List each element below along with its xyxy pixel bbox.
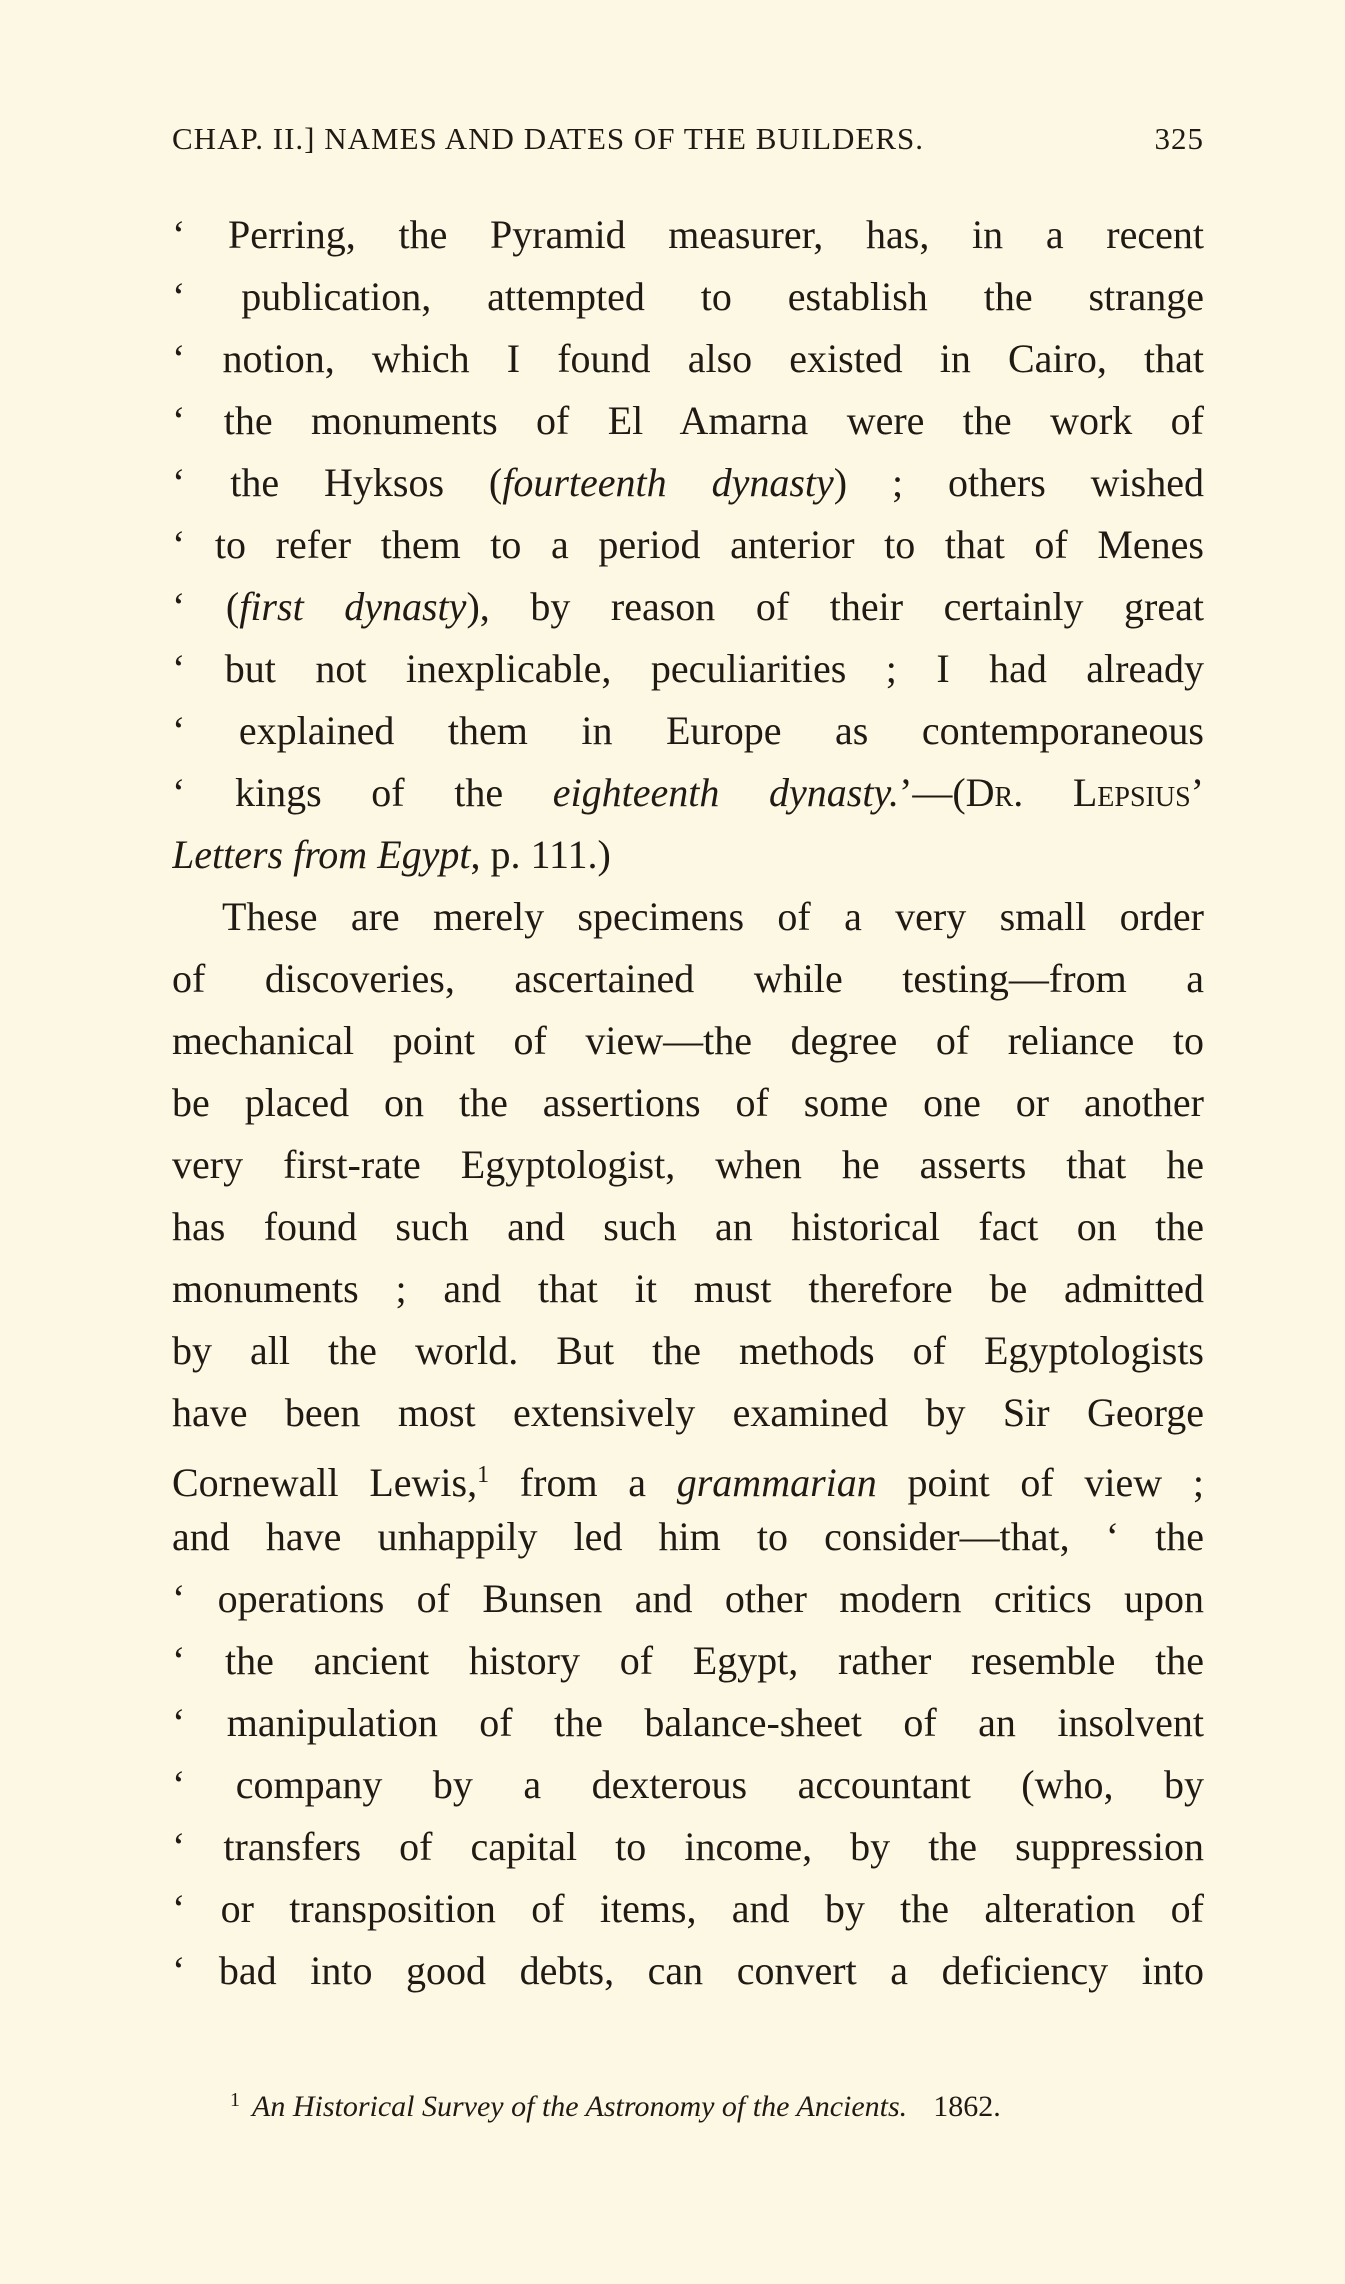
text-line: ‘ to refer them to a period anterior to that of Menes: [172, 522, 1204, 567]
text-line: These are merely specimens of a very small order: [222, 894, 1204, 939]
text-line: have been most extensively examined by Sir George: [172, 1390, 1204, 1435]
text-line: ‘ or transposition of items, and by the alteration of: [172, 1886, 1204, 1931]
footnote-title: An Historical Survey of the Astronomy of the Ancients.: [252, 2090, 908, 2123]
text-line: ‘ the monuments of El Amarna were the work of: [172, 398, 1204, 443]
text-line: ‘ the Hyksos (fourteenth dynasty) ; others wished: [172, 460, 1204, 505]
text-line: and have unhappily led him to consider—that, ‘ the: [172, 1514, 1204, 1559]
text-line: ‘ notion, which I found also existed in Cairo, that: [172, 336, 1204, 381]
author-name: Dr. Lepsius: [965, 770, 1191, 815]
text-line: ‘ kings of the eighteenth dynasty.’—(Dr. Lepsius’: [172, 770, 1204, 815]
text-line: Cornewall Lewis,$^1$ from a grammarian point of view ;: [172, 1460, 1204, 1505]
text-line: ‘ (first dynasty), by reason of their certainly great: [172, 584, 1204, 629]
text-line: ‘ but not inexplicable, peculiarities ; I had already: [172, 646, 1204, 691]
citation-title: Letters from Egypt: [172, 832, 471, 877]
text-line: ‘ operations of Bunsen and other modern critics upon: [172, 1576, 1204, 1621]
footnote-year: 1862.: [933, 2090, 1001, 2123]
text-line: ‘ the ancient history of Egypt, rather resemble the: [172, 1638, 1204, 1683]
running-head: [172, 114, 1204, 164]
text-line: ‘ explained them in Europe as contemporaneous: [172, 708, 1204, 753]
footnote: [230, 2078, 1170, 2122]
text-line: has found such and such an historical fact on the: [172, 1204, 1204, 1249]
body-text: [172, 204, 1204, 2002]
footnote-marker: 1: [230, 2089, 240, 2111]
text-line: Letters from Egypt, p. 111.): [172, 832, 611, 877]
page-number: 325: [1154, 121, 1204, 156]
text-line: monuments ; and that it must therefore be admitted: [172, 1266, 1204, 1311]
text-line: be placed on the assertions of some one or another: [172, 1080, 1204, 1125]
text-line: ‘ company by a dexterous accountant (who, by: [172, 1762, 1204, 1807]
text-line: ‘ bad into good debts, can convert a deficiency into: [172, 1948, 1204, 1993]
text-line: ‘ publication, attempted to establish the strange: [172, 274, 1204, 319]
chapter-title: CHAP. II.] NAMES AND DATES OF THE BUILDERS.: [172, 121, 925, 156]
italic-dynasty: eighteenth dynasty.: [552, 770, 900, 815]
text-line: ‘ Perring, the Pyramid measurer, has, in a recent: [172, 212, 1204, 257]
text-line: of discoveries, ascertained while testing—from a: [172, 956, 1204, 1001]
italic-dynasty: fourteenth dynasty: [502, 460, 834, 505]
text-line: ‘ manipulation of the balance-sheet of an insolvent: [172, 1700, 1204, 1745]
text-line: by all the world. But the methods of Egyptologists: [172, 1328, 1204, 1373]
italic-dynasty: first dynasty: [239, 584, 467, 629]
text-line: mechanical point of view—the degree of reliance to: [172, 1018, 1204, 1063]
text-line: ‘ transfers of capital to income, by the suppression: [172, 1824, 1204, 1869]
italic-grammarian: grammarian: [676, 1460, 877, 1505]
footnote-reference: 1: [477, 1462, 490, 1488]
text-line: very first-rate Egyptologist, when he asserts that he: [172, 1142, 1204, 1187]
